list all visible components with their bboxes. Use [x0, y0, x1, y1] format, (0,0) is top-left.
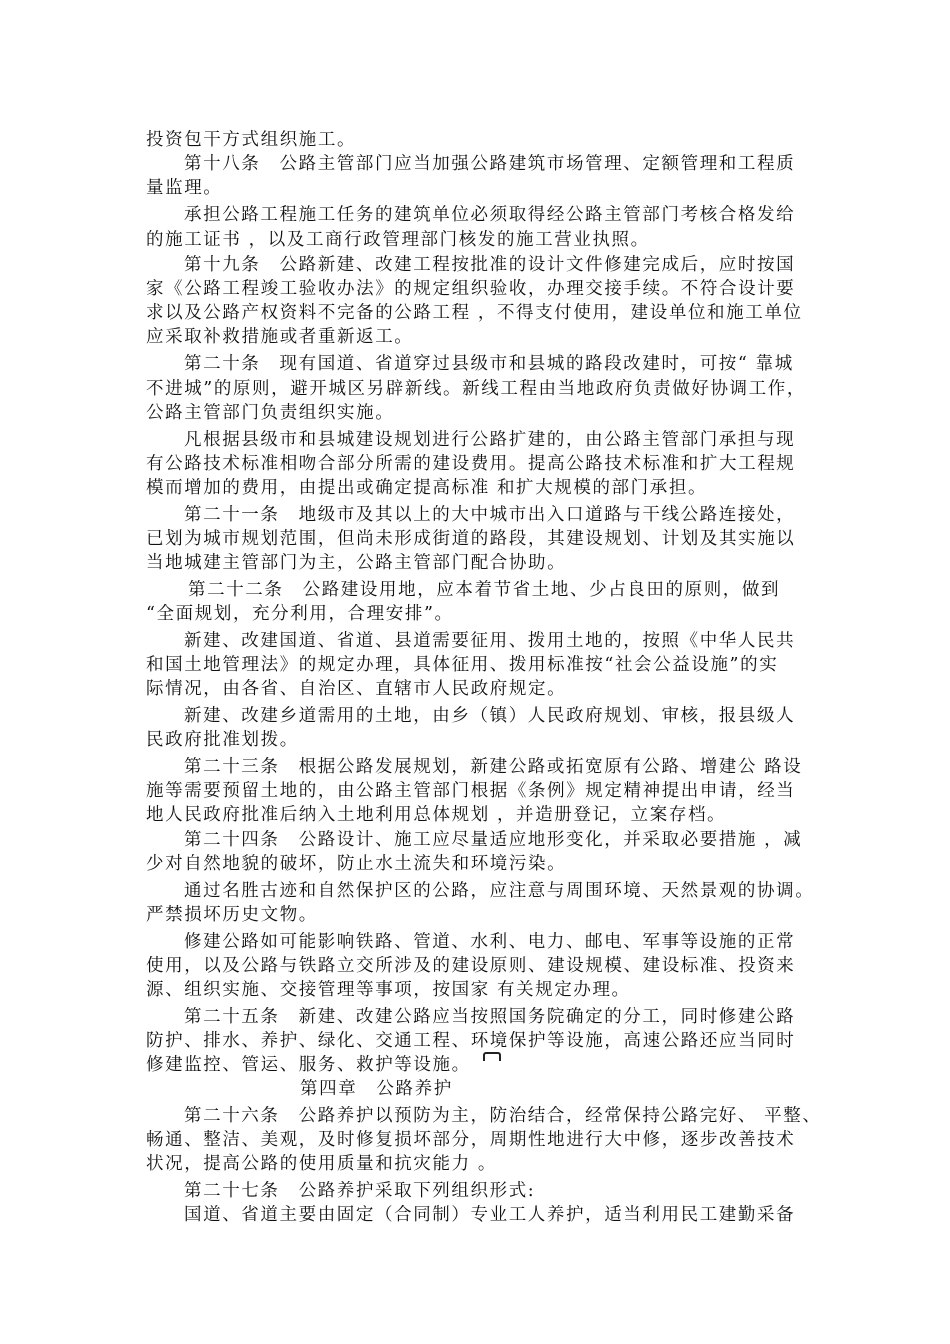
- text-line: 和国土地管理法》的规定办理，具体征用、拨用标准按“社会公益设施”的实: [146, 655, 779, 675]
- paragraph-start: 通过名胜古迹和自然保护区的公路，应注意与周围环境、天然景观的协调。: [184, 881, 815, 901]
- text-line: 畅通、整洁、美观，及时修复损坏部分，周期性地进行大中修，逐步改善技术: [146, 1130, 796, 1150]
- text-line: 有公路技术标准相吻合部分所需的建设费用。提高公路技术标准和扩大工程规: [146, 454, 796, 474]
- article-20-heading: 第二十条 现有国道、省道穿过县级市和县城的路段改建时，可按“ 靠城: [184, 354, 794, 374]
- paragraph-start: 国道、省道主要由固定（合同制）专业工人养护，适当利用民工建勤采备: [184, 1205, 796, 1225]
- article-24-heading: 第二十四条 公路设计、施工应尽量适应地形变化，并采取必要措施 ，减: [184, 830, 803, 850]
- text-line: 模而增加的费用，由提出或确定提高标准 和扩大规模的部门承担。: [146, 478, 708, 498]
- stray-mark: [483, 1052, 501, 1061]
- text-line: 少对自然地貌的破坏，防止水土流失和环境污染。: [146, 854, 567, 874]
- text-line: “全面规划，充分利用，合理安排”。: [146, 604, 454, 624]
- paragraph-start: 凡根据县级市和县城建设规划进行公路扩建的，由公路主管部门承担与现: [184, 430, 796, 450]
- paragraph-start: 承担公路工程施工任务的建筑单位必须取得经公路主管部门考核合格发给: [184, 205, 796, 225]
- paragraph-start: 修建公路如可能影响铁路、管道、水利、电力、邮电、军事等设施的正常: [184, 932, 796, 952]
- text-line: 投资包干方式组织施工。: [146, 130, 357, 150]
- text-line: 严禁损坏历史文物。: [146, 905, 318, 925]
- article-19-heading: 第十九条 公路新建、改建工程按批准的设计文件修建完成后，应时按国: [184, 255, 796, 275]
- article-18-heading: 第十八条 公路主管部门应当加强公路建筑市场管理、定额管理和工程质: [184, 154, 796, 174]
- paragraph-start: 新建、改建乡道需用的土地，由乡（镇）人民政府规划、审核，报县级人: [184, 706, 796, 726]
- text-line: 防护、排水、养护、绿化、交通工程、环境保护等设施，高速公路还应当同时: [146, 1031, 796, 1051]
- article-21-heading: 第二十一条 地级市及其以上的大中城市出入口道路与干线公路连接处，: [184, 505, 796, 525]
- text-line: 不进城”的原则，避开城区另辟新线。新线工程由当地政府负责做好协调工作，: [146, 379, 806, 399]
- text-line: 地人民政府批准后纳入土地利用总体规划 ，并造册登记，立案存档。: [146, 805, 727, 825]
- text-line: 家《公路工程竣工验收办法》的规定组织验收，办理交接手续。不符合设计要: [146, 279, 796, 299]
- text-line: 施等需要预留土地的，由公路主管部门根据《条例》规定精神提出申请，经当: [146, 781, 796, 801]
- text-line: 量监理。: [146, 178, 223, 198]
- text-line: 求以及公路产权资料不完备的公路工程 ，不得支付使用，建设单位和施工单位: [146, 303, 803, 323]
- text-line: 的施工证书 ，以及工商行政管理部门核发的施工营业执照。: [146, 230, 650, 250]
- article-23-heading: 第二十三条 根据公路发展规划，新建公路或拓宽原有公路、增建公 路设: [184, 757, 803, 777]
- text-line: 际情况，由各省、自治区、直辖市人民政府规定。: [146, 679, 567, 699]
- text-line: 修建监控、管运、服务、救护等设施。: [146, 1055, 471, 1075]
- text-line: 公路主管部门负责组织实施。: [146, 403, 395, 423]
- text-line: 源、组织实施、交接管理等事项，按国家 有关规定办理。: [146, 980, 631, 1000]
- article-27-heading: 第二十七条 公路养护采取下列组织形式:: [184, 1181, 536, 1201]
- text-line: 当地城建主管部门为主，公路主管部门配合协助。: [146, 553, 567, 573]
- article-22-heading: 第二十二条 公路建设用地，应本着节省土地、少占良田的原则，做到: [188, 580, 781, 600]
- chapter-title: 第四章 公路养护: [300, 1079, 453, 1099]
- text-line: 已划为城市规划范围，但尚未形成街道的路段，其建设规划、计划及其实施以: [146, 529, 796, 549]
- text-line: 使用，以及公路与铁路立交所涉及的建设原则、建设规模、建设标准、投资来: [146, 956, 796, 976]
- text-line: 应采取补救措施或者重新返工。: [146, 327, 414, 347]
- text-line: 状况，提高公路的使用质量和抗灾能力 。: [146, 1154, 497, 1174]
- article-25-heading: 第二十五条 新建、改建公路应当按照国务院确定的分工，同时修建公路: [184, 1007, 796, 1027]
- text-line: 民政府批准划拨。: [146, 730, 299, 750]
- paragraph-start: 新建、改建国道、省道、县道需要征用、拨用土地的，按照《中华人民共: [184, 631, 796, 651]
- article-26-heading: 第二十六条 公路养护以预防为主，防治结合，经常保持公路完好、 平整、: [184, 1106, 822, 1126]
